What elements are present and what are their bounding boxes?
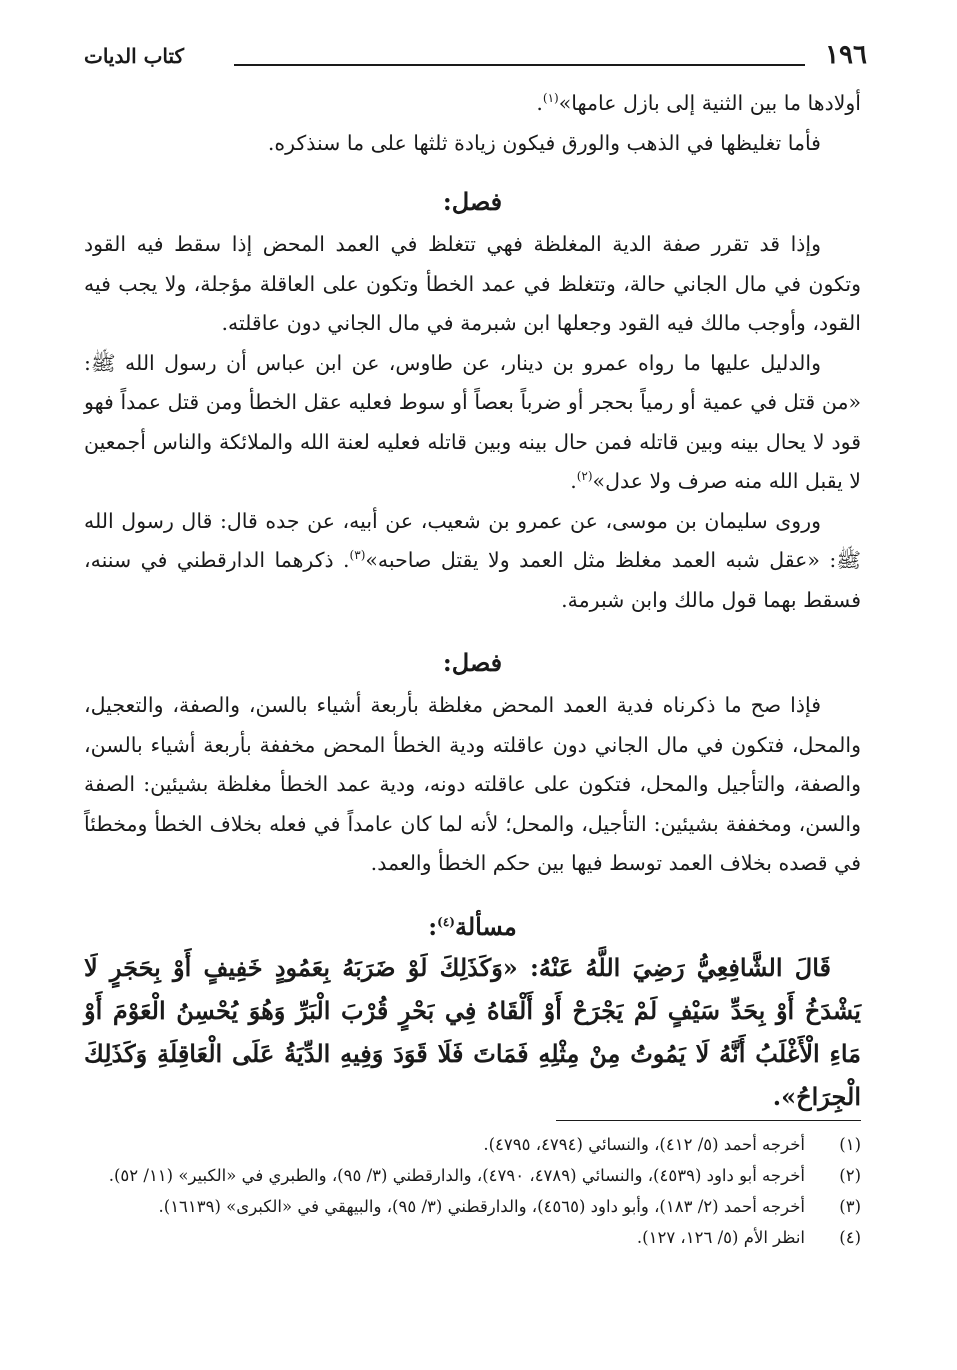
footnote-text: أخرجه أبو داود (٤٥٣٩)، والنسائي (٤٧٨٩، ٤٧٩٠)، والدارقطني (٣/ ٩٥)، والطبري في «الكبير» (١١/ ٥٢).	[108, 1166, 805, 1185]
footnote	[84, 1223, 861, 1253]
page-header	[84, 38, 867, 84]
footnote-ref[interactable]: (٤)	[437, 914, 455, 929]
footnote-text: أخرجه أحمد (٢/ ١٨٣)، وأبو داود (٤٥٦٥)، والدارقطني (٣/ ٩٥)، والبيهقي في «الكبرى» (١٦١٣٩).	[158, 1197, 805, 1216]
running-title: كتاب الديات	[84, 44, 185, 68]
footnote-ref[interactable]: (٣)	[349, 548, 366, 563]
footnote-number: (١)	[839, 1135, 861, 1154]
paragraph-text: أولادها ما بين الثنية إلى بازل عامها»	[558, 91, 861, 115]
paragraph	[84, 84, 861, 124]
paragraph-text: والدليل عليها ما رواه عمرو بن دينار، عن طاوس، عن ابن عباس أن رسول الله ﷺ: «من قتل في عمية أو رمياً بحجر أو ضرباً بعصاً أو سوط فعليه عقل الخطأ ومن قتل عمداً فهو قود لا يحال بينه وبين قاتله فمن حال بينه وبين قاتله فعليه لعنة الله والملائكة والناس أجمعين لا يقبل الله منه صرف ولا عدل»	[84, 350, 861, 493]
header-rule	[234, 64, 805, 66]
paragraph: فأما تغليظها في الذهب والورق فيكون زيادة ثلثها على ما سنذكره.	[267, 130, 821, 155]
footnote-rule	[556, 1120, 861, 1121]
paragraph	[84, 344, 861, 502]
paragraph: وإذا قد تقرر صفة الدية المغلظة فهي تتغلظ في العمد المحض إذا سقط فيه القود وتكون في مال الجاني حالة، وتتغلظ في عمد الخطأ وتكون على العاقلة مؤجلة، ولا يجب فيه القود، وأوجب مالك فيه القود وجعلها ابن شبرمة في مال الجاني دون عاقلته.	[84, 232, 861, 335]
main-text	[84, 84, 861, 1118]
footnote-ref[interactable]: (٢)	[576, 469, 593, 484]
paragraph-text: . ذكرهما الدارقطني في سننه، فسقط بهما قول مالك وابن شبرمة.	[84, 548, 861, 612]
paragraph-text: وروى سليمان بن موسى، عن عمرو بن شعيب، عن أبيه، عن جده قال: قال رسول الله ﷺ: «عقل شبه العمد مغلظ مثل العمد ولا يقتل صاحبه»	[84, 508, 861, 572]
shafii-quote: قَالَ الشَّافِعِيُّ رَضِيَ اللَّهُ عَنْهُ: «وَكَذَلِكَ لَوْ ضَرَبَهُ بِعَمُودٍ خَفِيفٍ أَوْ بِحَجَرٍ لَا يَشْدَخُ أَوْ بِحَدِّ سَيْفٍ لَمْ يَجْرَحْ أَوْ أَلْقَاهُ فِي بَحْرٍ قُرْبَ الْبَرِّ وَهُوَ يُحْسِنُ الْعَوْمَ أَوْ مَاءِ الْأَغْلَبُ أَنَّهُ لَا يَمُوتُ مِنْ مِثْلِهِ فَمَاتَ فَلَا قَوَدَ وَفِيهِ الدِّيَةُ عَلَى الْعَاقِلَةِ وَكَذَلِكَ الْجِرَاحُ».	[84, 952, 861, 1111]
section-heading: فصل:	[442, 648, 503, 677]
footnote-text: أخرجه أحمد (٥/ ٤١٢)، والنسائي (٤٧٩٤، ٤٧٩٥).	[483, 1135, 805, 1154]
footnote	[84, 1161, 861, 1191]
paragraph: فإذا صح ما ذكرناه فدية العمد المحض مغلظة بأربعة أشياء بالسن، والصفة، والتعجيل، والمحل، فتكون في مال الجاني دون عاقلته ودية الخطأ المحض مخففة بأربعة أشياء بالسن، والصفة، والتأجيل والمحل، فتكون على عاقلته دونه، ودية عمد الخطأ مغلظة بشيئين: الصفة والسن، ومخففة بشيئين: التأجيل، والمحل؛ لأنه لما كان عامداً في فعله بخلاف الخطأ ومخطئاً في قصده بخلاف العمد توسط فيها بين حكم الخطأ والعمد.	[84, 693, 861, 875]
punctuation: :	[428, 911, 438, 941]
footnote-number: (٢)	[839, 1166, 861, 1185]
punctuation: .	[570, 469, 577, 493]
issue-heading-text: مسألة	[454, 911, 517, 941]
footnote-number: (٤)	[839, 1228, 861, 1247]
punctuation: .	[536, 91, 543, 115]
issue-heading	[84, 912, 861, 942]
footnote	[84, 1130, 861, 1160]
footnotes	[84, 1130, 861, 1254]
footnote-text: انظر الأم (٥/ ١٢٦، ١٢٧).	[636, 1228, 805, 1247]
page-number: ١٩٦	[825, 40, 867, 70]
footnote	[84, 1192, 861, 1222]
paragraph	[84, 502, 861, 621]
footnote-number: (٣)	[839, 1197, 861, 1216]
section-heading: فصل:	[442, 187, 503, 216]
footnote-ref[interactable]: (١)	[542, 91, 559, 106]
